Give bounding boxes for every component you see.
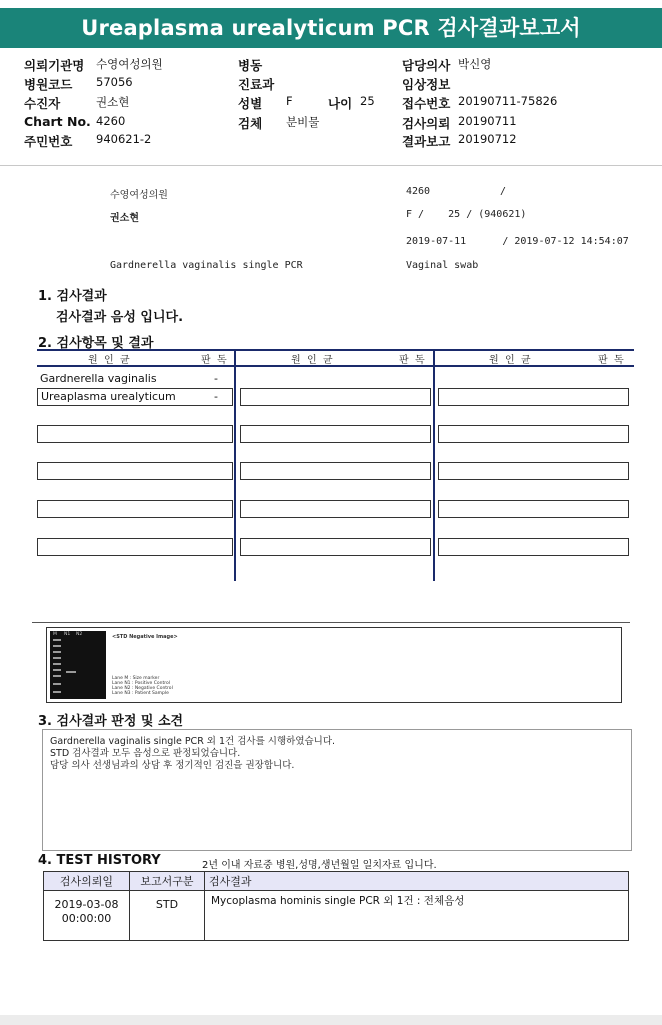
gel-band	[53, 683, 61, 685]
resident-no-value: 940621-2	[96, 132, 152, 146]
doctor-label: 담당의사	[402, 58, 451, 73]
section1-result: 검사결과 음성 입니다.	[56, 310, 184, 325]
report-title: Ureaplasma urealyticum PCR 검사결과보고서	[0, 8, 662, 48]
specimen-value: 분비물	[286, 115, 320, 129]
request-date-value: 20190711	[458, 114, 517, 128]
hospital-code-label: 병원코드	[24, 77, 73, 92]
age-value: 25	[360, 94, 375, 108]
gel-caption: <STD Negative Image>	[112, 634, 178, 640]
gel-lane-labels: M N1 N2	[53, 632, 83, 637]
gel-band	[53, 645, 61, 647]
table-row	[44, 891, 629, 941]
gel-electrophoresis-image	[50, 631, 106, 699]
summary-specimen: Vaginal swab	[406, 260, 479, 271]
gel-band	[53, 639, 61, 641]
history-date: 2019-03-08	[54, 898, 119, 911]
sex-label: 성별	[238, 96, 263, 111]
col-judgment-3: 판 독	[598, 355, 624, 366]
history-note: 2년 이내 자료중 병원,성명,생년월일 일치자료 입니다.	[202, 860, 437, 871]
report-date-value: 20190712	[458, 132, 517, 146]
chart-no-label: Chart No.	[24, 114, 91, 129]
gel-legend: Lane M : Size marker Lane N1 : Positive Control Lane N2 : Negative Control Lane N3 : Patient Sample	[112, 676, 173, 696]
ward-label: 병동	[238, 58, 263, 73]
gel-band	[53, 675, 61, 677]
empty-cell	[240, 425, 431, 443]
summary-chart: 4260	[406, 186, 431, 197]
chart-no-value: 4260	[96, 114, 126, 128]
summary-test-name: Gardnerella vaginalis single PCR	[110, 260, 303, 271]
request-date-label: 검사의뢰	[402, 116, 451, 131]
receipt-no-value: 20190711-75826	[458, 94, 558, 108]
clinical-info-label: 임상정보	[402, 77, 451, 92]
examinee-label: 수진자	[24, 96, 61, 111]
empty-cell	[438, 500, 629, 518]
empty-cell	[37, 425, 233, 443]
footer-bar	[0, 1015, 662, 1025]
empty-cell	[240, 538, 431, 556]
result-grid-header	[37, 349, 634, 367]
divider-line	[32, 622, 630, 623]
empty-cell	[240, 462, 431, 480]
summary-institution: 수영여성의원	[110, 190, 168, 201]
gel-band	[53, 691, 61, 693]
report-date-label: 결과보고	[402, 134, 451, 149]
gel-band	[53, 669, 61, 671]
section1-title: 1. 검사결과	[38, 289, 107, 304]
resident-no-label: 주민번호	[24, 134, 73, 149]
col-organism-1: 원 인 균	[88, 355, 130, 366]
empty-cell	[438, 388, 629, 406]
empty-cell	[438, 425, 629, 443]
examinee-value: 권소현	[96, 95, 130, 109]
history-header-row	[44, 872, 629, 891]
grid-divider-1	[234, 349, 236, 581]
opinion-box	[42, 729, 632, 851]
empty-cell	[438, 462, 629, 480]
age-label: 나이	[328, 96, 353, 111]
item-row-2	[37, 388, 233, 406]
summary-chart-separator: /	[500, 186, 507, 197]
item-result-2: -	[214, 390, 218, 403]
gel-band	[53, 663, 61, 665]
hospital-code-value: 57056	[96, 75, 133, 89]
item-result-1: -	[214, 372, 218, 385]
col-organism-2: 원 인 균	[291, 355, 333, 366]
history-date-cell	[44, 891, 130, 941]
opinion-line-1: Gardnerella vaginalis single PCR 외 1건 검사를 시행하였습니다.	[50, 736, 336, 747]
grid-divider-2	[433, 349, 435, 581]
gel-band	[53, 651, 61, 653]
receipt-no-label: 접수번호	[402, 96, 451, 111]
summary-dates: 2019-07-11 / 2019-07-12 14:54:07	[406, 236, 629, 247]
history-type: STD	[130, 891, 205, 941]
specimen-label: 검체	[238, 116, 263, 131]
department-label: 진료과	[238, 77, 275, 92]
col-judgment-1: 판 독	[201, 355, 227, 366]
summary-sex-age: F / 25 / (940621)	[406, 209, 527, 220]
section2-title: 2. 검사항목 및 결과	[38, 336, 154, 351]
history-time: 00:00:00	[61, 912, 112, 925]
gel-band	[53, 657, 61, 659]
summary-name: 권소현	[110, 213, 139, 224]
section3-title: 3. 검사결과 판정 및 소견	[38, 714, 184, 729]
history-col-result: 검사결과	[205, 872, 629, 891]
section4-title: 4. TEST HISTORY	[38, 853, 161, 868]
sex-value: F	[286, 94, 293, 108]
history-result: Mycoplasma hominis single PCR 외 1건 : 전체음성	[205, 891, 629, 941]
empty-cell	[37, 538, 233, 556]
patient-info-panel	[0, 54, 662, 166]
history-col-date: 검사의뢰일	[44, 872, 130, 891]
institution-label: 의뢰기관명	[24, 58, 85, 73]
institution-value: 수영여성의원	[96, 57, 163, 71]
col-organism-3: 원 인 균	[489, 355, 531, 366]
gel-band	[66, 671, 76, 673]
empty-cell	[240, 388, 431, 406]
empty-cell	[37, 462, 233, 480]
doctor-value: 박신영	[458, 57, 492, 71]
empty-cell	[438, 538, 629, 556]
history-table	[43, 871, 629, 941]
empty-cell	[240, 500, 431, 518]
item-name-1: Gardnerella vaginalis	[40, 372, 157, 385]
empty-cell	[37, 500, 233, 518]
opinion-line-2: STD 검사결과 모두 음성으로 판정되었습니다.	[50, 748, 241, 759]
opinion-line-3: 담당 의사 선생님과의 상담 후 정기적인 검진을 권장합니다.	[50, 760, 295, 771]
col-judgment-2: 판 독	[399, 355, 425, 366]
history-col-type: 보고서구분	[130, 872, 205, 891]
item-name-2: Ureaplasma urealyticum	[41, 390, 176, 403]
